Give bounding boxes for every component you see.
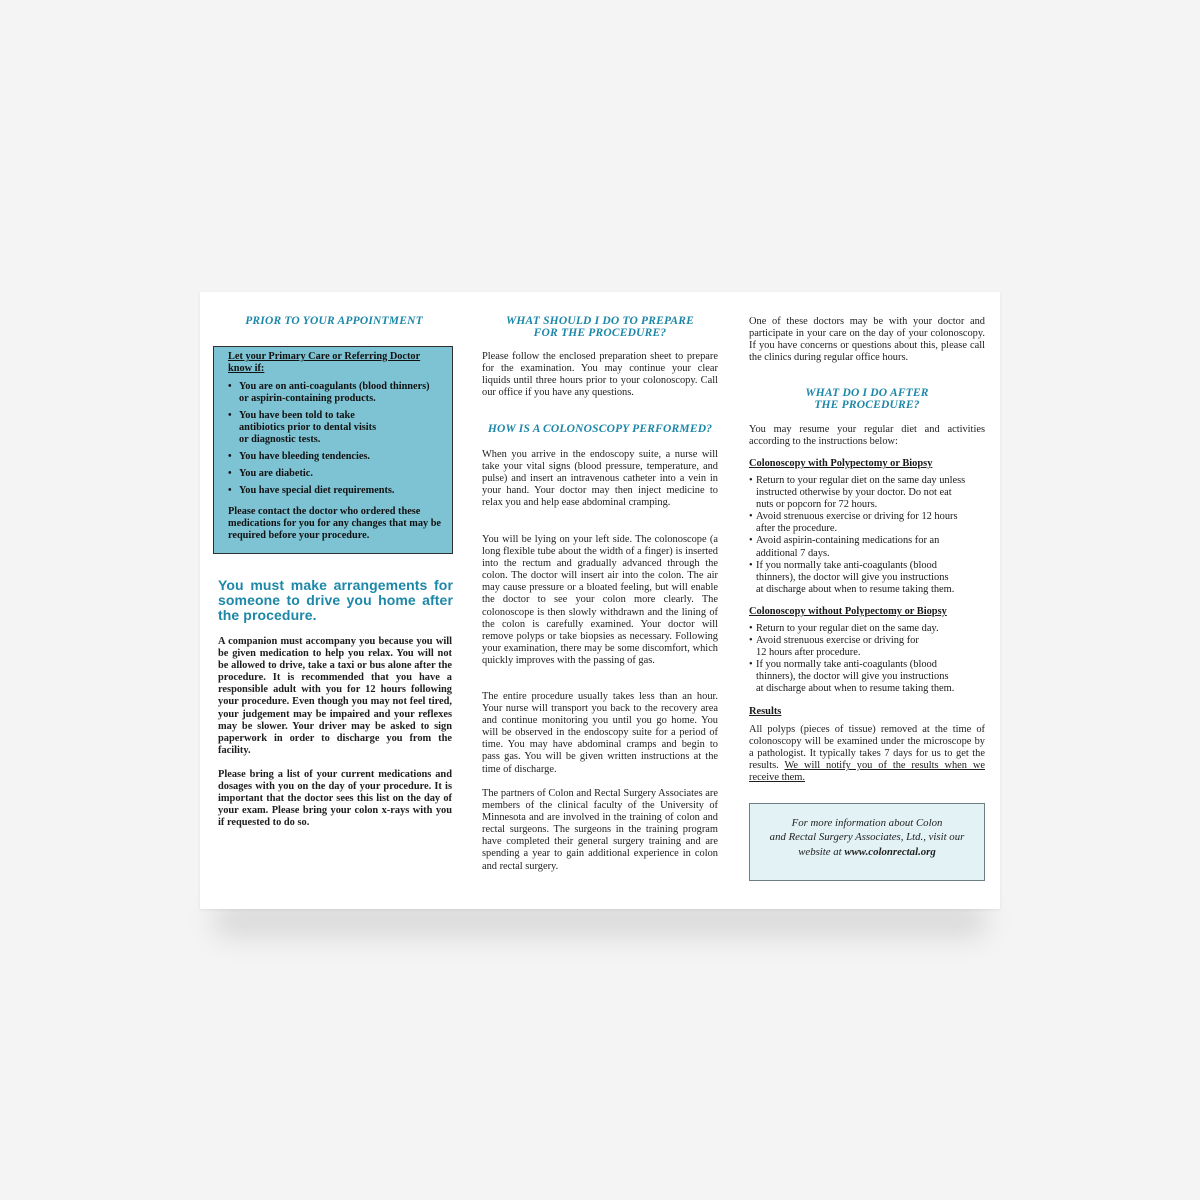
- without-polypectomy-list: [749, 623, 985, 696]
- results-paragraph: All polyps (pieces of tissue) removed at the time of colonoscopy will be examined under the microscope by a pathologist. It typically takes 7 days for us to get the results. We will notify you of the results when we receive them.: [749, 724, 985, 784]
- list-item: • Avoid strenuous exercise or driving for 12 hours after procedure.: [749, 635, 919, 659]
- doctors-intro-paragraph: One of these doctors may be with your doctor and participate in your care on the day of your colonoscopy. If you have concerns or questions about this, please call the clinics during regular office hours.: [749, 316, 985, 364]
- prepare-heading: WHAT SHOULD I DO TO PREPARE FOR THE PROCEDURE?: [505, 315, 695, 339]
- after-procedure-heading: WHAT DO I DO AFTER THE PROCEDURE?: [805, 387, 929, 411]
- column-right: [749, 292, 985, 909]
- notice-lead: Let your Primary Care or Referring Doctor know if:: [228, 351, 421, 374]
- performed-heading: HOW IS A COLONOSCOPY PERFORMED?: [487, 423, 713, 435]
- column-middle: [482, 292, 718, 909]
- duration-paragraph: The entire procedure usually takes less than an hour. Your nurse will transport you back to the recovery area and continue monitoring you until you go home. You will be observed in the endoscopy suite for a period of time. You may have abdominal cramps and begin to pass gas. You will be given written instructions at the time of discharge.: [482, 691, 718, 775]
- list-item: • You are on anti-coagulants (blood thinners) or aspirin-containing products.: [228, 381, 430, 404]
- with-polypectomy-heading: Colonoscopy with Polypectomy or Biopsy: [749, 458, 933, 469]
- list-item: • Return to your regular diet on the same day unless instructed otherwise by your doctor. Do not eat nuts or popcorn for 72 hours.: [749, 475, 966, 511]
- resume-paragraph: You may resume your regular diet and activities according to the instructions below:: [749, 424, 985, 448]
- doctor-notice-box: [213, 346, 453, 554]
- list-item: • You have special diet requirements.: [228, 485, 395, 496]
- page-shadow: [215, 905, 985, 935]
- list-item: • Return to your regular diet on the same day.: [749, 623, 939, 634]
- arrival-paragraph: When you arrive in the endoscopy suite, a nurse will take your vital signs (blood pressure, temperature, and pulse) and insert an intravenous catheter into a vein in your hand. Your doctor may then inject medicine to relax you and help ease abdominal cramping.: [482, 449, 718, 509]
- list-item: • You have bleeding tendencies.: [228, 451, 371, 462]
- prior-appointment-heading: PRIOR TO YOUR APPOINTMENT: [245, 315, 423, 327]
- procedure-paragraph: You will be lying on your left side. The colonoscope (a long flexible tube about the width of a finger) is inserted into the rectum and gradually advanced through the colon. The doctor will insert air into the colon. The air may cause pressure or a bloated feeling, but will enable the doctor to see your colon more clearly. The colonoscope is then slowly withdrawn and the lining of the colon is carefully examined. Your doctor will remove polyps or take biopsies as necessary. Following your examination, there may be some discomfort, which quickly improves with the passing of gas.: [482, 534, 718, 666]
- list-item: • If you normally take anti-coagulants (blood thinners), the doctor will give you instructions at discharge about when to resume taking them.: [749, 659, 955, 695]
- list-item: • Avoid strenuous exercise or driving for 12 hours after the procedure.: [749, 511, 958, 535]
- website-link[interactable]: www.colonrectal.org: [844, 845, 936, 858]
- notice-list: [228, 381, 444, 497]
- prepare-paragraph: Please follow the enclosed preparation sheet to prepare for the examination. You may continue your clear liquids until three hours prior to your colonoscopy. Call our office if you have any questions.: [482, 351, 718, 399]
- notice-closing: Please contact the doctor who ordered these medications for you for any changes that may be required before your procedure.: [228, 506, 441, 541]
- column-left: [213, 292, 455, 909]
- list-item: • Avoid aspirin-containing medications for an additional 7 days.: [749, 535, 940, 559]
- list-item: • If you normally take anti-coagulants (blood thinners), the doctor will give you instructions at discharge about when to resume taking them.: [749, 559, 955, 595]
- without-polypectomy-heading: Colonoscopy without Polypectomy or Biopsy: [749, 606, 947, 617]
- results-notify: We will notify you of the results when we receive them.: [749, 760, 985, 784]
- with-polypectomy-list: [749, 475, 985, 596]
- companion-paragraph: A companion must accompany you because you will be given medication to help you relax. You will not be allowed to drive, take a taxi or bus alone after the procedure. It is recommended that you have a responsible adult with you for 12 hours following your procedure. Even though you may not feel tired, your judgement may be impaired and your reflexes may be slower. Your driver may be asked to sign paperwork in order to discharge you from the facility.: [218, 636, 452, 756]
- medications-paragraph: Please bring a list of your current medications and dosages with you on the day of your procedure. It is important that the doctor sees this list on the day of your exam. Please bring your colon x-rays with you if requested to do so.: [218, 769, 452, 829]
- drive-home-heading: You must make arrangements for someone to drive you home after the procedure.: [218, 577, 453, 623]
- more-info-box: For more information about Colon and Rectal Surgery Associates, Ltd., visit our website at www.colonrectal.org: [749, 803, 985, 881]
- results-heading: Results: [749, 706, 782, 717]
- partners-paragraph: The partners of Colon and Rectal Surgery Associates are members of the clinical faculty of the University of Minnesota and are involved in the training of colon and rectal surgeons. The surgeons in the training program have completed their general surgery training and are spending a year to gain additional experience in colon and rectal surgery.: [482, 788, 718, 872]
- list-item: • You are diabetic.: [228, 468, 313, 479]
- list-item: • You have been told to take antibiotics prior to dental visits or diagnostic tests.: [228, 410, 377, 445]
- brochure-sheet: [200, 292, 1000, 909]
